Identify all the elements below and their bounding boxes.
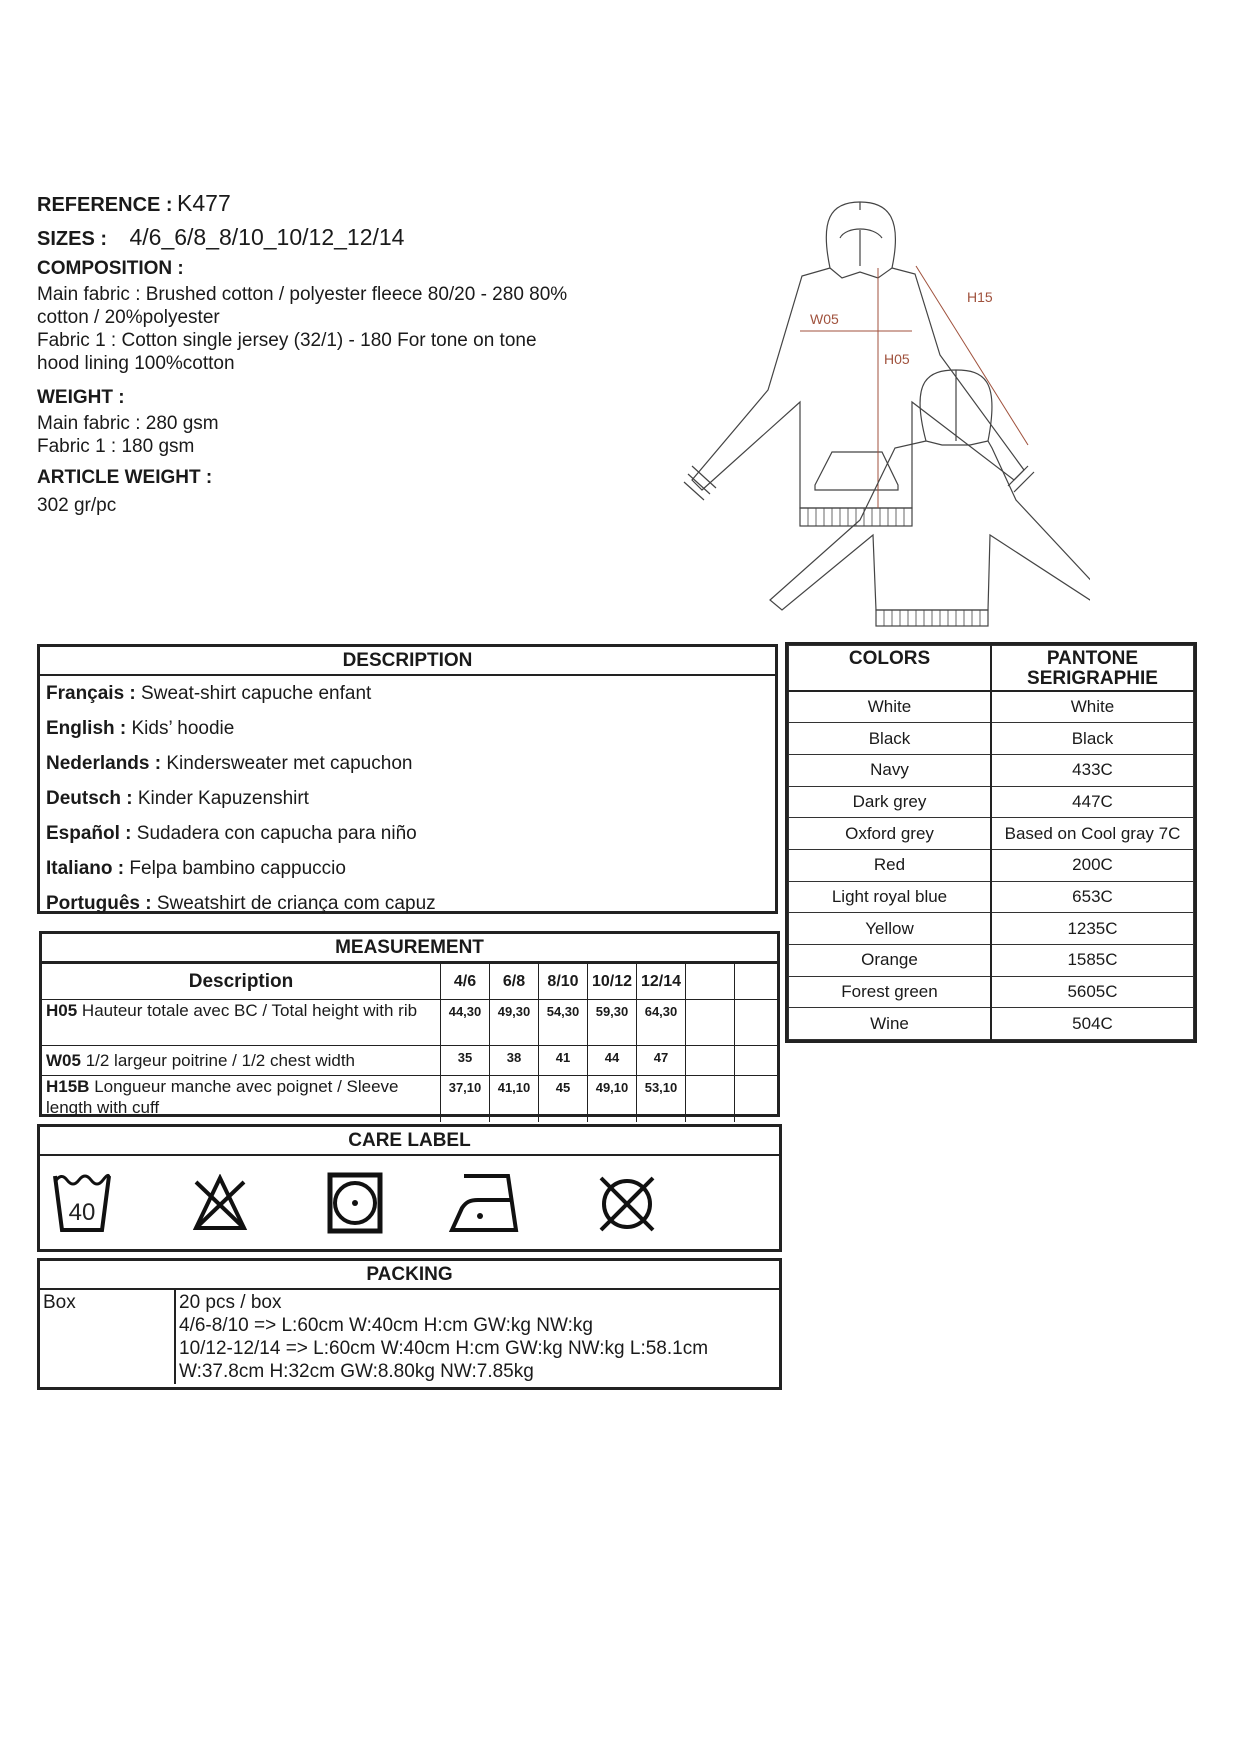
packing-row (40, 1290, 779, 1384)
hoodie-front-icon (684, 202, 1034, 526)
composition-line: Fabric 1 : Cotton single jersey (32/1) - 180 For tone on tone (37, 330, 537, 351)
pantone-code: 447C (991, 786, 1194, 818)
color-row (789, 818, 1194, 850)
care-icons-row (40, 1156, 779, 1252)
composition-line: Main fabric : Brushed cotton / polyester fleece 80/20 - 280 80% (37, 284, 568, 305)
size-header: 8/10 (539, 964, 588, 1000)
composition-text (37, 283, 567, 375)
description-header: Description (42, 964, 441, 1000)
sizes-value: 4/6_6/8_8/10_10/12_12/14 (129, 224, 405, 250)
size-header (735, 964, 778, 1000)
sizes-line (37, 224, 404, 251)
lang-text: Sweat-shirt capuche enfant (135, 683, 372, 704)
pantone-code: White (991, 691, 1194, 723)
description-item-es (40, 816, 775, 851)
do-not-bleach-icon (192, 1174, 248, 1232)
color-name: Black (789, 723, 992, 755)
colors-header: COLORS (789, 646, 992, 691)
description-title: DESCRIPTION (40, 647, 775, 676)
measurement-value: 35 (441, 1046, 490, 1076)
composition-line: cotton / 20%polyester (37, 307, 220, 328)
lang-text: Kinder Kapuzenshirt (132, 788, 309, 809)
measurement-value: 47 (637, 1046, 686, 1076)
size-header: 12/14 (637, 964, 686, 1000)
article-weight-value: 302 gr/pc (37, 495, 117, 516)
tumble-dry-low-icon (327, 1172, 383, 1234)
description-item-de (40, 781, 775, 816)
lang-label: Français : (46, 683, 136, 704)
color-row (789, 945, 1194, 977)
packing-table (37, 1258, 782, 1390)
size-header: 4/6 (441, 964, 490, 1000)
description-item-pt (40, 886, 775, 921)
measurement-value: 45 (539, 1076, 588, 1122)
description-table (37, 644, 778, 914)
reference-value: K477 (177, 190, 231, 216)
color-row (789, 976, 1194, 1008)
measurement-text: Longueur manche avec poignet / Sleeve length with cuff (46, 1077, 399, 1117)
measurement-value: 64,30 (637, 1000, 686, 1046)
pantone-code: Based on Cool gray 7C (991, 818, 1194, 850)
measurement-value: 44 (588, 1046, 637, 1076)
color-name: Red (789, 850, 992, 882)
color-row (789, 850, 1194, 882)
article-weight-label: ARTICLE WEIGHT : (37, 467, 213, 488)
size-header: 10/12 (588, 964, 637, 1000)
pantone-header-line: SERIGRAPHIE (1027, 668, 1158, 689)
iron-low-icon (448, 1172, 524, 1234)
h15-label: H15 (967, 289, 993, 305)
care-label-table (37, 1124, 782, 1252)
measurement-value: 37,10 (441, 1076, 490, 1122)
wash-40-icon (52, 1170, 112, 1234)
pantone-code: 1585C (991, 945, 1194, 977)
weight-line: Fabric 1 : 180 gsm (37, 436, 195, 457)
size-header: 6/8 (490, 964, 539, 1000)
reference-line (37, 190, 231, 217)
measurement-desc (42, 1000, 441, 1046)
measurement-code: H15B (46, 1077, 90, 1096)
color-row (789, 723, 1194, 755)
sizes-label: SIZES : (37, 228, 108, 250)
do-not-dry-clean-icon (595, 1172, 659, 1236)
measurement-row (42, 1076, 777, 1122)
measurement-desc (42, 1046, 441, 1076)
lang-text: Felpa bambino cappuccio (124, 858, 346, 879)
lang-label: Italiano : (46, 858, 125, 879)
color-name: Navy (789, 755, 992, 787)
measurement-value: 59,30 (588, 1000, 637, 1046)
packing-line: 20 pcs / box (179, 1292, 282, 1313)
lang-label: Español : (46, 823, 132, 844)
description-item-it (40, 851, 775, 886)
color-name: Oxford grey (789, 818, 992, 850)
color-row (789, 786, 1194, 818)
measurement-value: 49,30 (490, 1000, 539, 1046)
lang-text: Sweatshirt de criança com capuz (151, 893, 436, 914)
lang-label: English : (46, 718, 127, 739)
lang-text: Sudadera con capucha para niño (131, 823, 417, 844)
measurement-value (735, 1076, 778, 1122)
weight-line: Main fabric : 280 gsm (37, 413, 219, 434)
color-name: Forest green (789, 976, 992, 1008)
composition-line: hood lining 100%cotton (37, 353, 235, 374)
measurement-row (42, 1000, 777, 1046)
description-item-nl (40, 746, 775, 781)
packing-line: W:37.8cm H:32cm GW:8.80kg NW:7.85kg (179, 1361, 534, 1382)
pantone-code: 433C (991, 755, 1194, 787)
reference-label: REFERENCE : (37, 194, 173, 216)
pantone-header (991, 646, 1194, 691)
colors-table (785, 642, 1197, 1043)
packing-key: Box (40, 1290, 175, 1384)
color-name: Wine (789, 1008, 992, 1040)
wash-temperature: 40 (68, 1199, 96, 1226)
measurement-code: H05 (46, 1001, 78, 1020)
color-row (789, 1008, 1194, 1040)
lang-text: Kindersweater met capuchon (161, 753, 413, 774)
packing-line: 10/12-12/14 => L:60cm W:40cm H:cm GW:kg NW:kg L:58.1cm (179, 1338, 709, 1359)
lang-label: Português : (46, 893, 152, 914)
pantone-code: Black (991, 723, 1194, 755)
measurement-value: 44,30 (441, 1000, 490, 1046)
pantone-code: 653C (991, 881, 1194, 913)
color-name: White (789, 691, 992, 723)
description-item-fr (40, 676, 775, 711)
measurement-text: Hauteur totale avec BC / Total height with rib (77, 1001, 418, 1020)
packing-title: PACKING (40, 1261, 779, 1290)
lang-text: Kids’ hoodie (126, 718, 235, 739)
lang-label: Nederlands : (46, 753, 162, 774)
hoodie-back-icon (770, 370, 1090, 626)
measurement-table (39, 931, 780, 1117)
measurement-row (42, 1046, 777, 1076)
lang-label: Deutsch : (46, 788, 133, 809)
pantone-code: 5605C (991, 976, 1194, 1008)
pantone-code: 1235C (991, 913, 1194, 945)
h05-label: H05 (884, 351, 910, 367)
pantone-code: 200C (991, 850, 1194, 882)
color-name: Orange (789, 945, 992, 977)
color-name: Light royal blue (789, 881, 992, 913)
pantone-header-line: PANTONE (1046, 648, 1139, 669)
hoodie-technical-sketch (670, 190, 1090, 630)
color-name: Yellow (789, 913, 992, 945)
measurement-value: 54,30 (539, 1000, 588, 1046)
measurement-code: W05 (46, 1051, 81, 1070)
color-row (789, 881, 1194, 913)
composition-label: COMPOSITION : (37, 258, 184, 279)
pantone-code: 504C (991, 1008, 1194, 1040)
color-row (789, 755, 1194, 787)
care-label-title: CARE LABEL (40, 1127, 779, 1156)
size-header (686, 964, 735, 1000)
color-row (789, 691, 1194, 723)
w05-label: W05 (810, 311, 839, 327)
measurement-value (735, 1000, 778, 1046)
measurement-value: 41 (539, 1046, 588, 1076)
measurement-value (686, 1076, 735, 1122)
measurement-value (735, 1046, 778, 1076)
measurement-value (686, 1046, 735, 1076)
color-row (789, 913, 1194, 945)
weight-label: WEIGHT : (37, 387, 125, 408)
color-name: Dark grey (789, 786, 992, 818)
measurement-value: 49,10 (588, 1076, 637, 1122)
measurement-value: 38 (490, 1046, 539, 1076)
measurement-value (686, 1000, 735, 1046)
measurement-desc (42, 1076, 441, 1122)
packing-details (175, 1290, 779, 1384)
measurement-text: 1/2 largeur poitrine / 1/2 chest width (80, 1051, 356, 1070)
weight-text (37, 412, 219, 458)
measurement-title: MEASUREMENT (42, 934, 777, 963)
packing-line: 4/6-8/10 => L:60cm W:40cm H:cm GW:kg NW:kg (179, 1315, 593, 1336)
description-item-en (40, 711, 775, 746)
measurement-value: 53,10 (637, 1076, 686, 1122)
measurement-value: 41,10 (490, 1076, 539, 1122)
